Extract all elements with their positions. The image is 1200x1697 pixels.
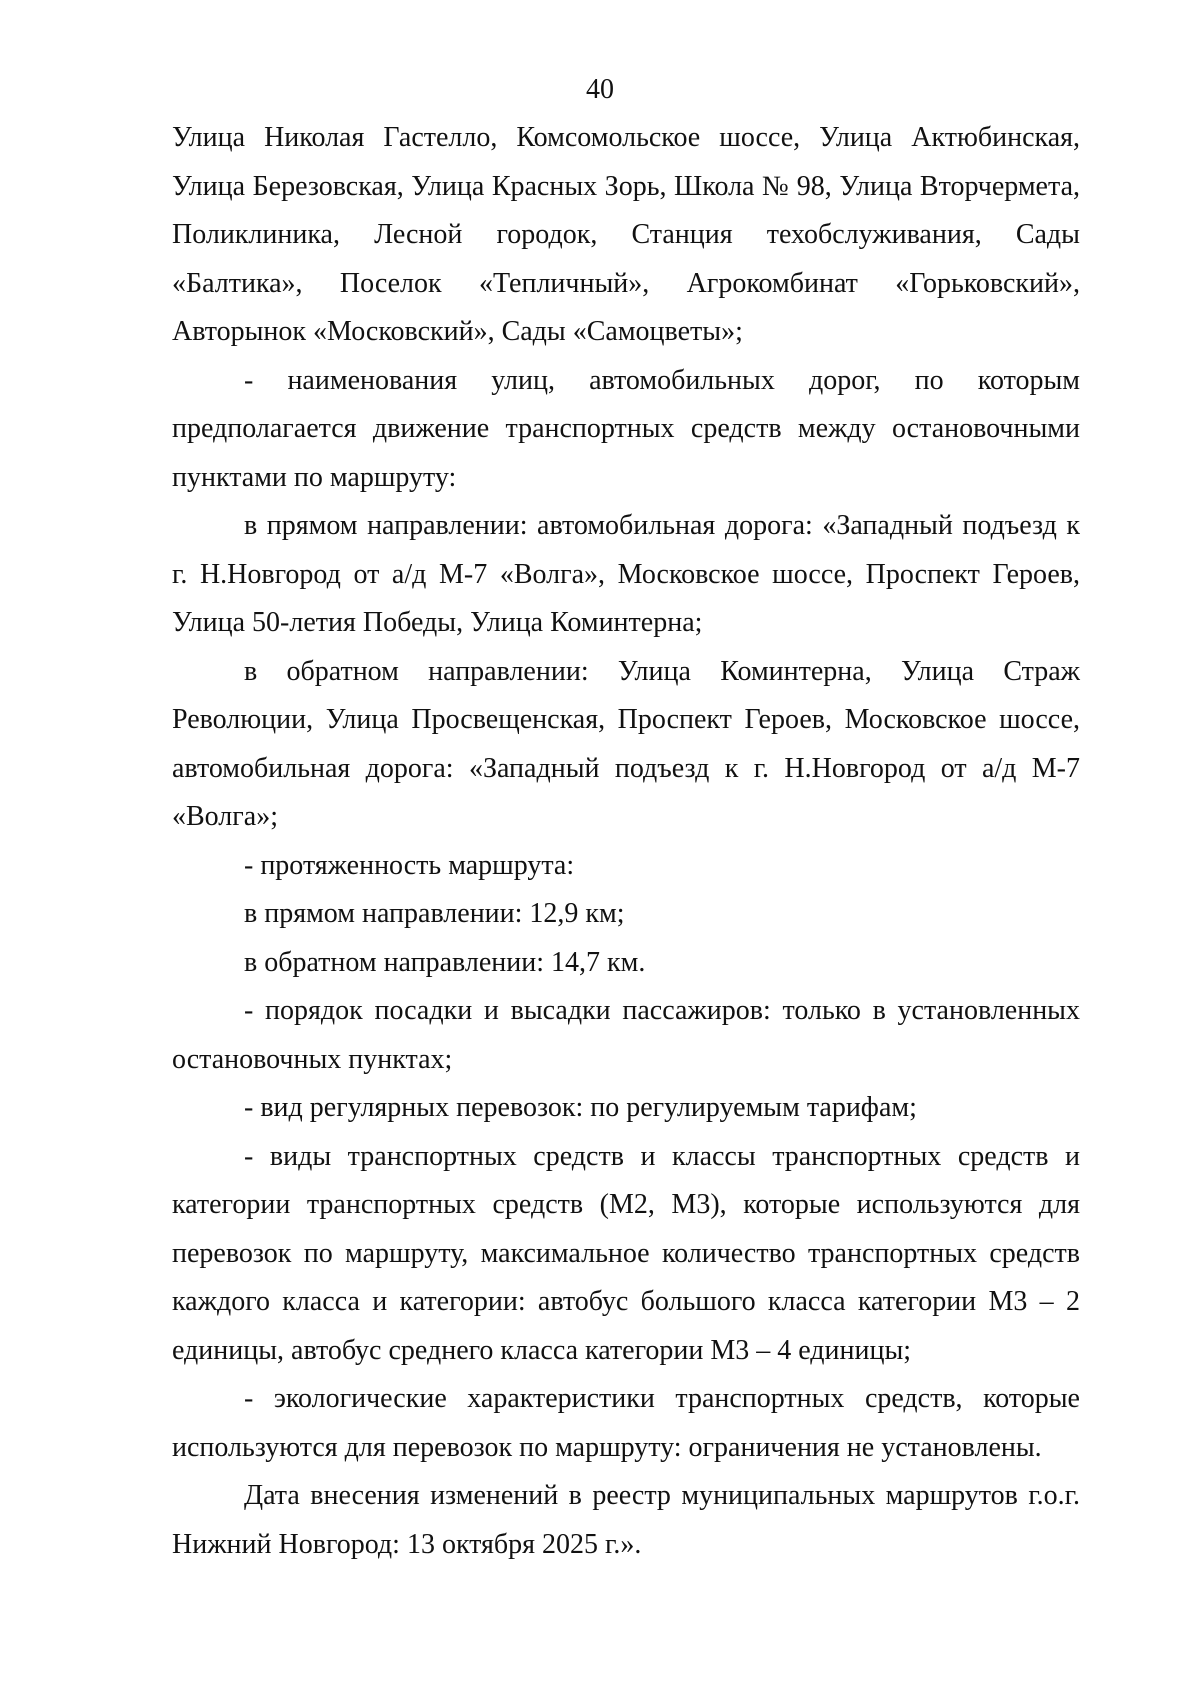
page-number: 40 <box>586 74 614 105</box>
paragraph-registry-date: Дата внесения изменений в реестр муниципальных маршрутов г.о.г. Нижний Новгород: 13 октября 2025 г.». <box>172 1480 1080 1560</box>
paragraph-route-length-forward: в прямом направлении: 12,9 км; <box>244 898 625 929</box>
paragraph-boarding-order: - порядок посадки и высадки пассажиров: только в установленных остановочных пунктах; <box>172 995 1080 1075</box>
paragraph-transport-type: - вид регулярных перевозок: по регулируемым тарифам; <box>244 1092 917 1123</box>
paragraph-streets-heading: - наименования улиц, автомобильных дорог, по которым предполагается движение транспортных средств между остановочными пунктами по маршруту: <box>172 364 1080 493</box>
paragraph-route-length-heading: - протяженность маршрута: <box>244 849 575 881</box>
paragraph-route-length-reverse: в обратном направлении: 14,7 км. <box>244 946 646 978</box>
paragraph-vehicle-classes: - виды транспортных средств и классы транспортных средств и категории транспортных средств (М2, М3), которые используются для перевозок по маршруту, максимальное количество транспортных средств каждого класса и категории: автобус большого класса категории М3 – 2 единицы, автобус среднего класса категории М3 – 4 единицы; <box>172 1140 1080 1366</box>
paragraph-reverse-direction: в обратном направлении: Улица Коминтерна, Улица Страж Революции, Улица Просвещенская, Проспект Героев, Московское шоссе, автомобильная дорога: «Западный подъезд к г. Н.Новгород от а/д М-7 «Волга»; <box>172 655 1080 832</box>
paragraph-ecological-characteristics: - экологические характеристики транспортных средств, которые используются для перевозок по маршруту: ограничения не установлены. <box>172 1383 1080 1463</box>
paragraph-forward-direction: в прямом направлении: автомобильная дорога: «Западный подъезд к г. Н.Новгород от а/д М-7 «Волга», Московское шоссе, Проспект Героев, Улица 50-летия Победы, Улица Коминтерна; <box>172 510 1080 638</box>
paragraph-stops-continued: Улица Николая Гастелло, Комсомольское шоссе, Улица Актюбинская, Улица Березовская, Улица Красных Зорь, Школа № 98, Улица Вторчермета, Поликлиника, Лесной городок, Станция техобслуживания, Сады «Балтика», Поселок «Тепличный», Агрокомбинат «Горьковский», Авторынок «Московский», Сады «Самоцветы»; <box>172 122 1080 347</box>
document-body <box>172 114 1080 1569</box>
